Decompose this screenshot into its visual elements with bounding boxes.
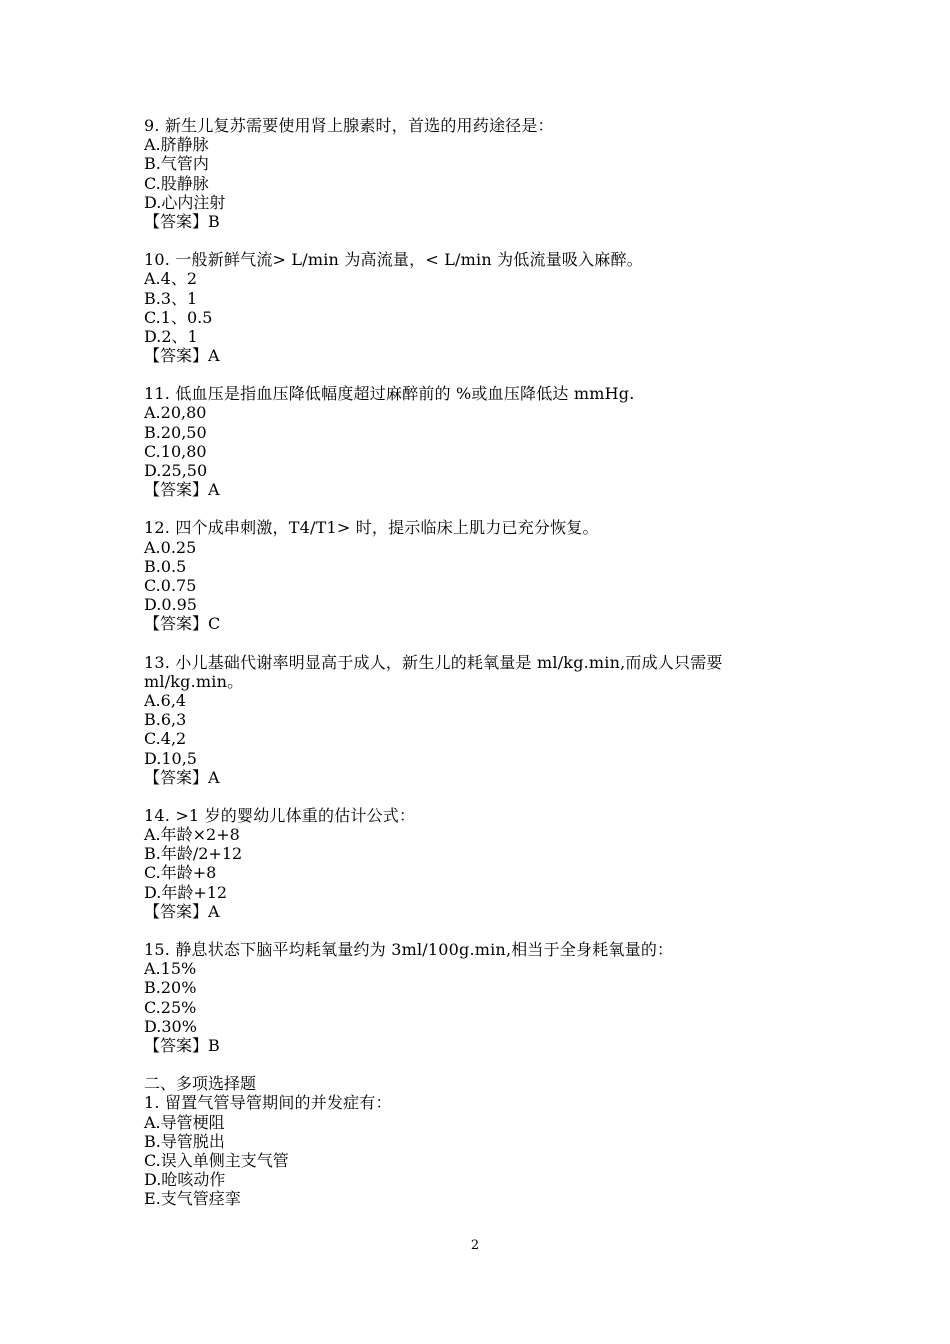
answer: 【答案】A bbox=[144, 346, 220, 366]
option-b: B.20% bbox=[144, 978, 197, 998]
option-d: D.年龄+12 bbox=[144, 882, 228, 902]
question-13 bbox=[144, 653, 824, 787]
answer: 【答案】B bbox=[144, 211, 220, 231]
answer: 【答案】A bbox=[144, 767, 220, 787]
question-title: 11. 低血压是指血压降低幅度超过麻醉前的 %或血压降低达 mmHg. bbox=[144, 384, 635, 404]
option-a: A.年龄×2+8 bbox=[144, 825, 240, 845]
question-title: 13. 小儿基础代谢率明显高于成人，新生儿的耗氧量是 ml/kg.min,而成人只需要 ml/kg.min。 bbox=[144, 652, 723, 691]
option-d: D.0.95 bbox=[144, 595, 197, 615]
option-d: D.心内注射 bbox=[144, 192, 226, 212]
question-title: 9. 新生儿复苏需要使用肾上腺素时，首选的用药途径是： bbox=[144, 116, 554, 135]
option-b: B.年龄/2+12 bbox=[144, 844, 243, 864]
option-d: D.10,5 bbox=[144, 748, 197, 768]
option-e: E.支气管痉挛 bbox=[144, 1189, 241, 1209]
option-a: A.20,80 bbox=[144, 403, 207, 423]
question-15 bbox=[144, 940, 824, 1055]
option-c: C.25% bbox=[144, 997, 197, 1017]
page-number: 2 bbox=[470, 1238, 480, 1253]
option-b: B.3、1 bbox=[144, 288, 198, 308]
option-c: C.1、0.5 bbox=[144, 307, 213, 327]
question-11 bbox=[144, 384, 824, 499]
question-12 bbox=[144, 518, 824, 633]
option-c: C.4,2 bbox=[144, 729, 187, 749]
answer: 【答案】C bbox=[144, 614, 221, 634]
question-9 bbox=[144, 116, 824, 231]
option-b: B.20,50 bbox=[144, 422, 207, 442]
option-a: A.15% bbox=[144, 959, 197, 979]
question-title: 14. >1 岁的婴幼儿体重的估计公式： bbox=[144, 805, 416, 825]
option-b: B.导管脱出 bbox=[144, 1131, 225, 1151]
answer: 【答案】B bbox=[144, 1036, 220, 1055]
option-a: A.6,4 bbox=[144, 690, 187, 710]
section-heading: 二、多项选择题 bbox=[144, 1074, 257, 1094]
question-14 bbox=[144, 806, 824, 921]
option-d: D.2、1 bbox=[144, 326, 198, 346]
answer: 【答案】A bbox=[144, 480, 220, 500]
question-title: 12. 四个成串刺激，T4/T1> 时，提示临床上肌力已充分恢复。 bbox=[144, 518, 599, 538]
question-10 bbox=[144, 250, 824, 365]
option-c: C.股静脉 bbox=[144, 173, 209, 193]
option-c: C.年龄+8 bbox=[144, 863, 217, 883]
option-a: A.4、2 bbox=[144, 269, 198, 289]
option-c: C.误入单侧主支气管 bbox=[144, 1150, 289, 1170]
option-b: B.0.5 bbox=[144, 556, 187, 576]
answer: 【答案】A bbox=[144, 901, 220, 921]
option-a: A.脐静脉 bbox=[144, 135, 209, 155]
option-b: B.气管内 bbox=[144, 154, 209, 174]
option-c: C.0.75 bbox=[144, 576, 197, 595]
option-c: C.10,80 bbox=[144, 441, 207, 461]
document-page bbox=[144, 116, 824, 1228]
option-a: A.0.25 bbox=[144, 537, 197, 557]
option-d: D.呛咳动作 bbox=[144, 1170, 226, 1190]
option-b: B.6,3 bbox=[144, 710, 187, 730]
option-d: D.30% bbox=[144, 1016, 197, 1036]
question-title: 15. 静息状态下脑平均耗氧量约为 3ml/100g.min,相当于全身耗氧量的： bbox=[144, 940, 674, 960]
option-d: D.25,50 bbox=[144, 461, 208, 481]
option-a: A.导管梗阻 bbox=[144, 1112, 225, 1132]
question-title: 1. 留置气管导管期间的并发症有： bbox=[144, 1093, 392, 1113]
section-multiple-choice bbox=[144, 1074, 824, 1208]
question-title: 10. 一般新鲜气流> L/min 为高流量，< L/min 为低流量吸入麻醉。 bbox=[144, 250, 643, 270]
